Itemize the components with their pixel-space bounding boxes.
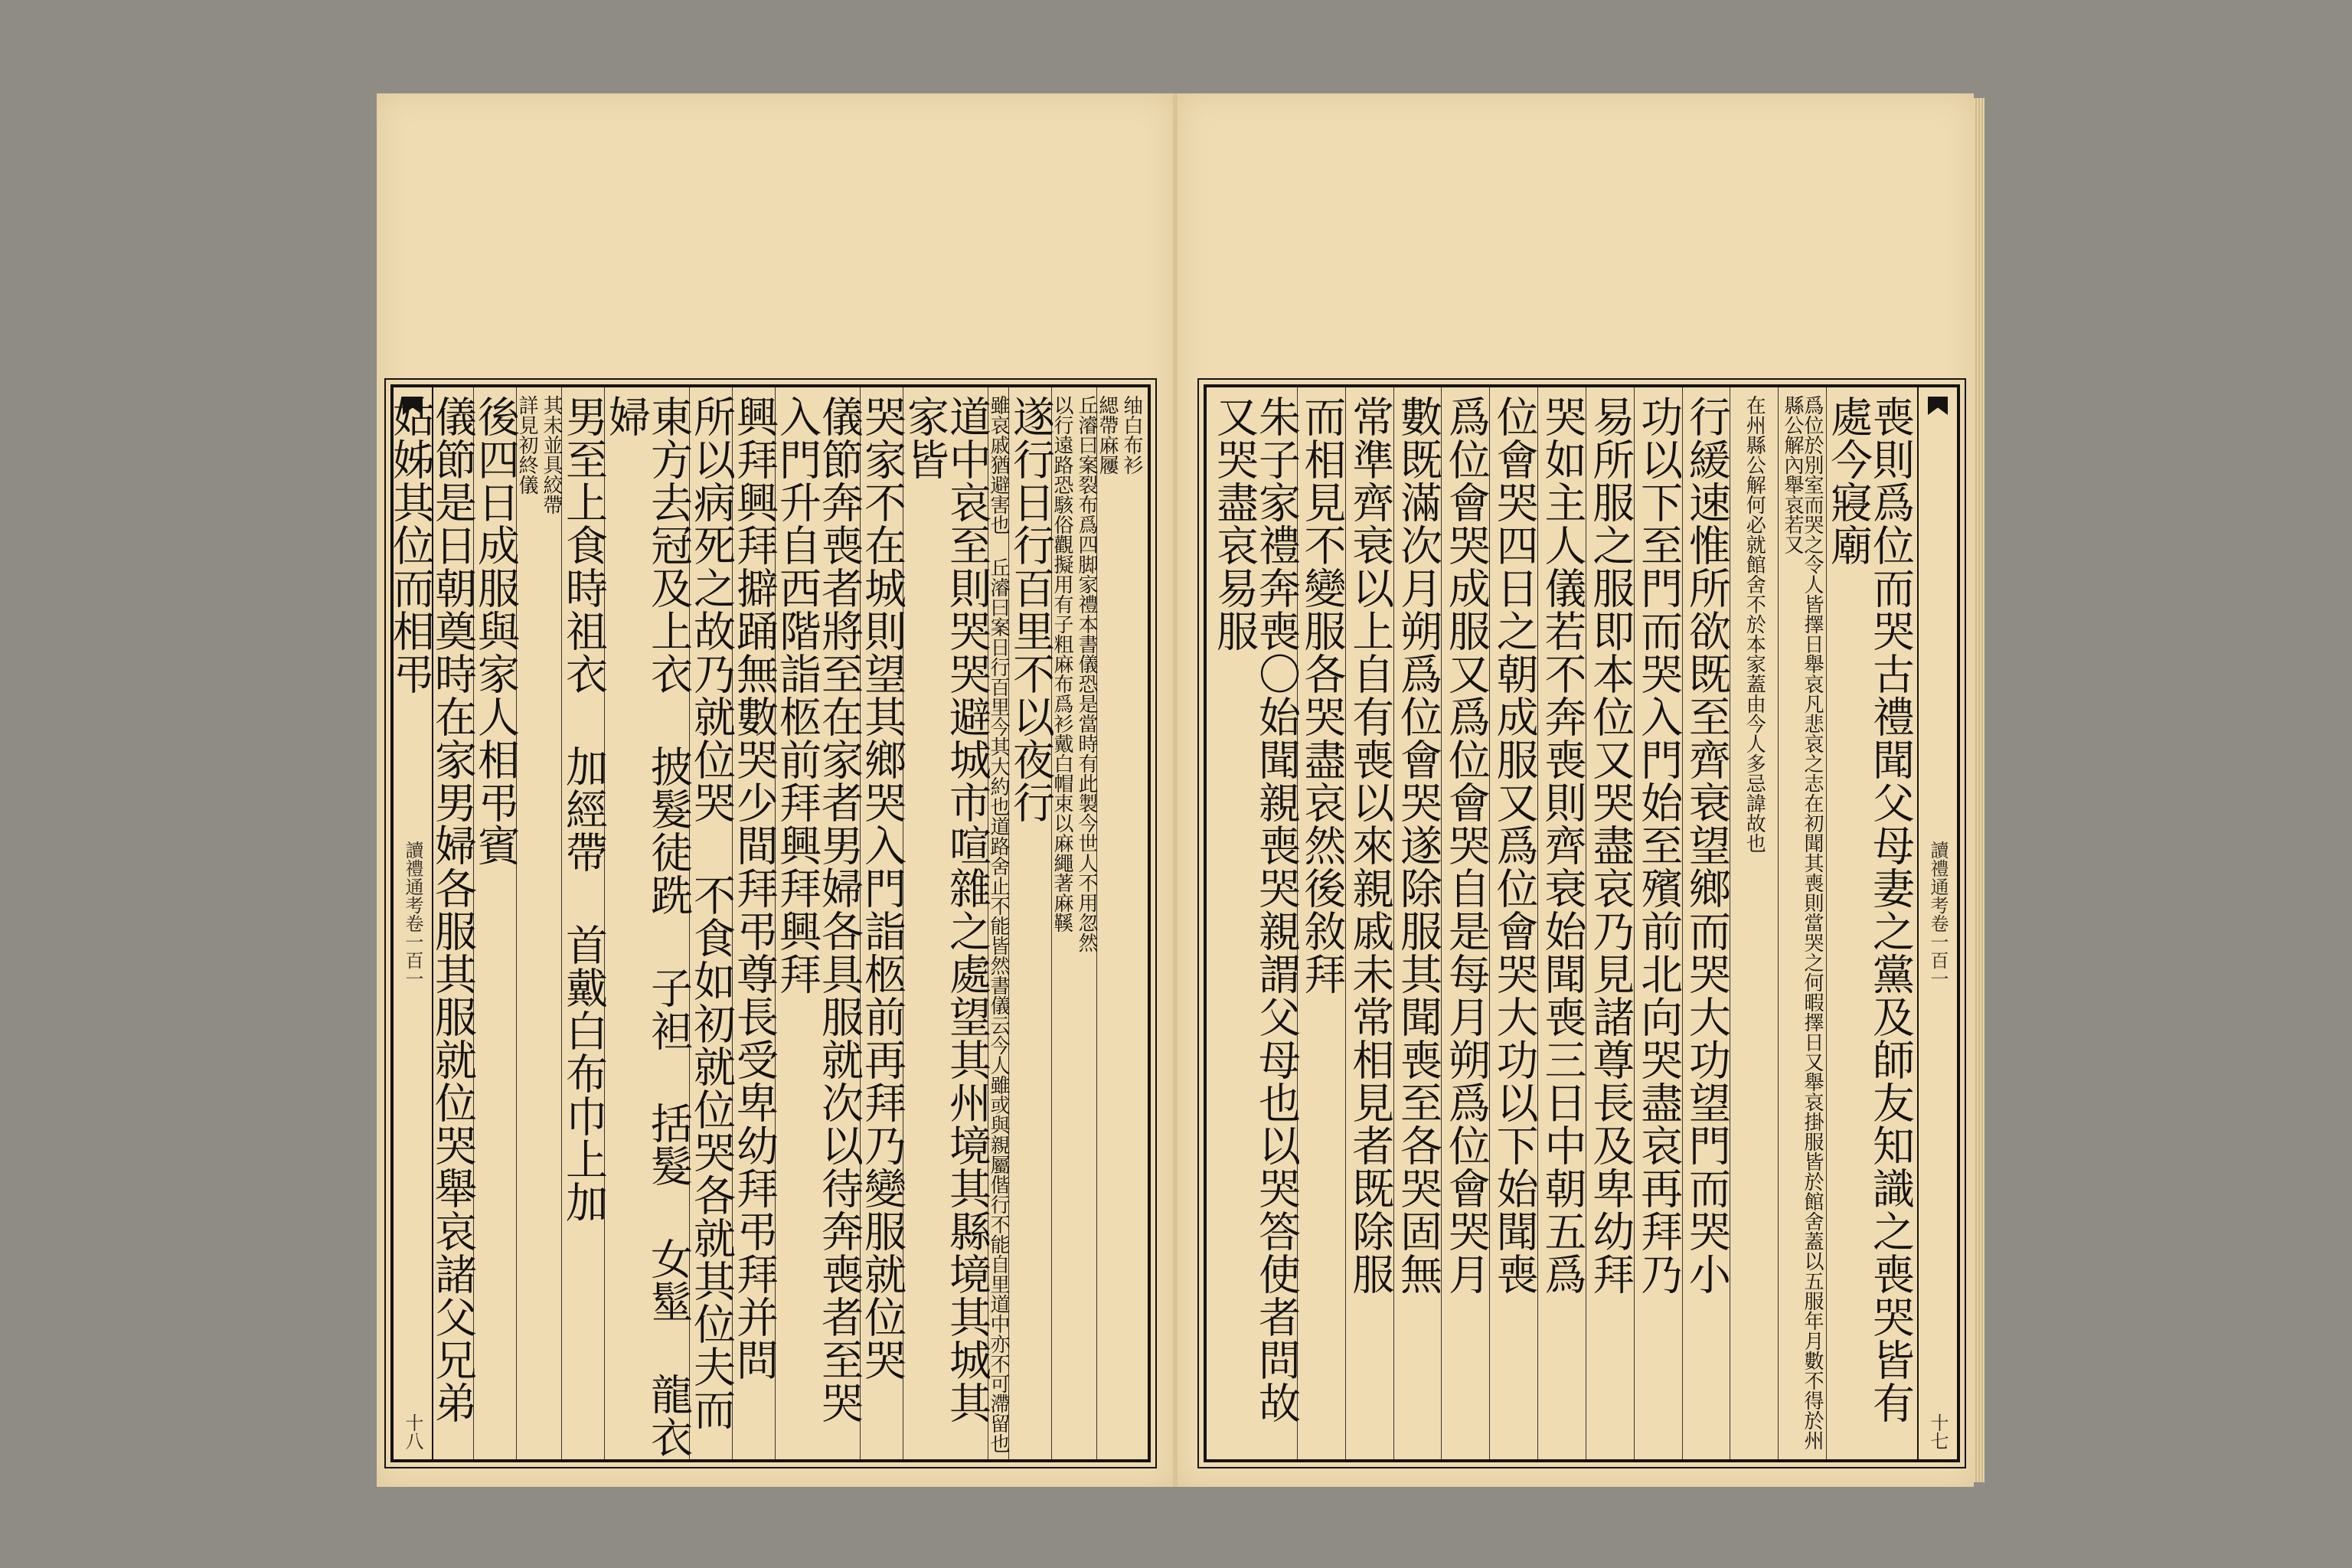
right-main-text: 哭如主人儀若不奔喪則齊衰始聞喪三日中朝五爲 (1537, 395, 1587, 1295)
right-column (1441, 387, 1489, 1459)
left-annotation-line: 緦帶麻屨 (1096, 395, 1119, 475)
left-main-text: 道中哀至則哭哭避城市喧雜之處望其州境其縣境其城其家皆 (900, 395, 991, 1424)
right-column (1537, 387, 1586, 1459)
left-main-text: 儀節奔喪者將至在家者男婦各具服就次以待奔喪者至哭入門升自西階詣柩前拜興拜興拜 (773, 395, 864, 1424)
left-annotation-line: 丘濬曰案裂布爲四脚家禮本書儀恐是當時有此製今世人不用忽然 (1075, 395, 1098, 952)
left-main-text: 男至上食時祖衣 加經帶 首戴白布巾上加 (559, 395, 608, 1223)
left-main-text: 東方去冠及上衣 披髮徒跣 子袒 括髮 女髽 龍衣 婦 (602, 395, 693, 1459)
right-main-text: 朱子家禮奔喪〇始聞親喪哭親謂父母也以哭答使者問故又哭盡哀易服 (1210, 395, 1301, 1424)
left-column (1096, 387, 1142, 1459)
left-main-text: 所以病死之故乃就位哭 不食如初就位哭各就其位夫而 (687, 395, 736, 1431)
right-main-text: 易所服之服即本位又哭盡哀乃見諸尊長及卑幼拜 (1586, 395, 1635, 1295)
right-page (1178, 93, 1974, 1487)
right-main-text: 常準齊衰以上自有喪以來親戚未常相見者既除服 (1345, 395, 1395, 1295)
left-column (730, 387, 779, 1459)
right-column (1823, 387, 1915, 1459)
left-gutter-title: 讀禮通考卷一百一 (402, 841, 423, 988)
left-main-text: 後四日成服與家人相弔賓 (471, 395, 520, 867)
right-annotation-text: 爲位於別室而哭之令人皆擇日舉哀凡悲哀之志在初聞其喪則當哭之何暇擇日又舉哀掛服皆於館舍蓋以五服年月數不得於州縣公解內舉哀若又 (1781, 395, 1824, 1450)
left-annotation-line: 䌷白布衫 (1120, 395, 1143, 475)
left-folio-number: 十八 (402, 1413, 423, 1450)
right-main-text: 爲位會哭成服又爲位會哭自是每月朔爲位會哭月 (1441, 395, 1491, 1295)
right-main-text: 數既滿次月朔爲位會哭遂除服其聞喪至各哭固無 (1393, 395, 1443, 1295)
left-main-text: 遂行日行百里不以夜行 (1006, 395, 1055, 824)
left-annotation-line: 詳見初終儀 (515, 395, 538, 495)
left-column (471, 387, 520, 1459)
right-column (1345, 387, 1393, 1459)
left-annotation-text: 雖哀戚猶避害也 丘濬曰案日行百里今其大約也道路舍止不能皆然書儀云今人雖或與親屬偕行不能自里道中亦不可滯留也 (987, 395, 1010, 1453)
left-column (900, 387, 991, 1459)
left-column (386, 387, 477, 1459)
right-main-text: 行緩速惟所欲既至齊衰望鄉而哭大功望門而哭小 (1681, 395, 1731, 1295)
right-column (1634, 387, 1682, 1459)
left-column (1006, 387, 1055, 1459)
right-gutter-title: 讀禮通考卷一百一 (1927, 841, 1949, 988)
right-column (1210, 387, 1301, 1459)
left-column (773, 387, 864, 1459)
left-text-columns (386, 387, 1148, 1459)
left-main-text: 儀節是日朝奠時在家男婦各服其服就位哭舉哀諸父兄弟姑姊其位而相弔 (386, 395, 477, 1424)
left-annotation-line: 其未並具絞帶 (540, 395, 563, 514)
left-column (602, 387, 693, 1459)
right-column (1778, 387, 1826, 1459)
right-column (1489, 387, 1537, 1459)
right-text-frame (1204, 384, 1960, 1462)
left-column (516, 387, 561, 1459)
left-column (858, 387, 906, 1459)
left-annotation-line: 以行遠路恐駭俗觀擬用有子粗麻布爲衫戴白帽束以麻繩著麻鞵 (1050, 395, 1073, 933)
left-page (377, 93, 1178, 1487)
right-column (1297, 387, 1345, 1459)
right-column (1682, 387, 1730, 1459)
right-main-text: 位會哭四日之朝成服又爲位會哭大功以下始聞喪 (1489, 395, 1539, 1295)
left-column (559, 387, 608, 1459)
left-text-frame (386, 384, 1151, 1462)
right-text-columns (1207, 387, 1957, 1459)
right-main-text: 而相見不變服各哭盡哀然後敘拜 (1297, 395, 1347, 995)
right-folio-number: 十七 (1927, 1413, 1949, 1450)
right-column (1586, 387, 1634, 1459)
right-annotation-text: 在州縣公解何必就館舍不於本家蓋由今人多忌諱故也 (1743, 395, 1766, 853)
left-column (687, 387, 736, 1459)
left-column (1051, 387, 1096, 1459)
right-main-text: 喪則爲位而哭古禮聞父母妻之黨及師友知識之喪哭皆有處今寢廟 (1823, 395, 1915, 1424)
right-column (1393, 387, 1442, 1459)
left-main-text: 哭家不在城則望其鄉哭入門詣柩前再拜乃變服就位哭 (858, 395, 906, 1381)
left-main-text: 興拜興拜擗踊無數哭少間拜弔尊長受卑幼拜弔拜并問 (730, 395, 779, 1381)
right-column (1730, 387, 1778, 1459)
right-main-text: 功以下至門而哭入門始至殯前北向哭盡哀再拜乃 (1634, 395, 1684, 1295)
